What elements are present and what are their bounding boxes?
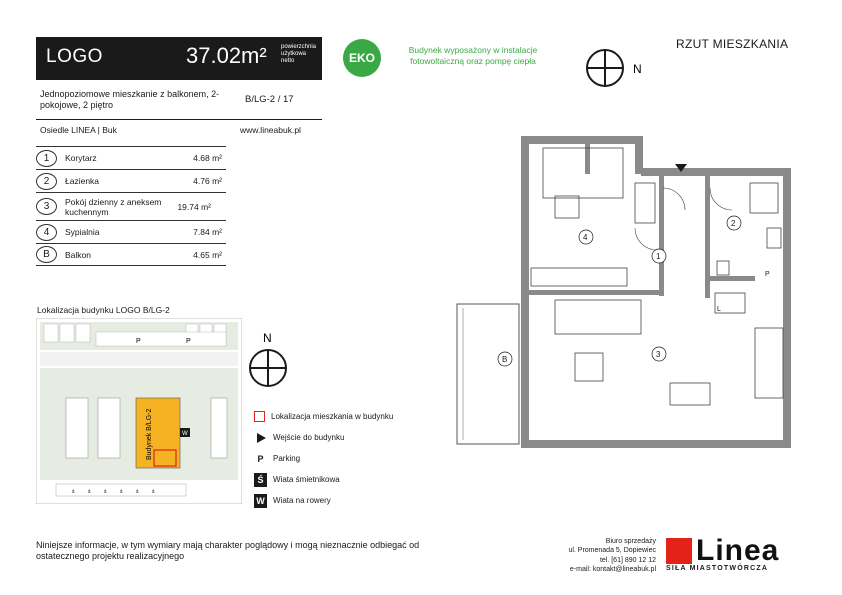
divider (36, 119, 322, 120)
brand-slogan: SIŁA MIASTOTWÓRCZA (666, 565, 769, 572)
legend-text: Lokalizacja mieszkania w budynku (271, 412, 394, 421)
bike-mark: W (182, 431, 188, 437)
apartment-area: 37.02m² (186, 43, 267, 68)
room-name: Łazienka (65, 176, 100, 186)
room-label-3: 3 (656, 350, 661, 359)
room-label-4: 4 (583, 233, 588, 242)
table-row (36, 169, 226, 192)
bin-shelter-icon: Ś (254, 473, 267, 487)
website-link[interactable]: www.lineabuk.pl (240, 125, 301, 135)
table-row (36, 192, 226, 220)
north-label: N (263, 332, 272, 345)
unit-code: B/LG-2 / 17 (245, 94, 294, 105)
svg-text:ś: ś (104, 489, 107, 495)
room-name: Sypialnia (65, 227, 100, 237)
north-label: N (633, 62, 642, 76)
rooms-table (36, 146, 226, 266)
apartment-marker-icon (254, 411, 265, 422)
brand-square-icon (666, 538, 692, 564)
room-label-balcony: B (502, 355, 508, 364)
area-note: powierzchnia użytkowa netto (281, 44, 317, 64)
table-row (36, 220, 226, 243)
office-address: ul. Promenada 5, Dopiewiec (568, 547, 656, 555)
parking-mark: P (136, 338, 141, 345)
legend-text: Wiata na rowery (273, 496, 331, 505)
location-title: Lokalizacja budynku LOGO B/LG-2 (37, 305, 170, 315)
room-area: 4.76 m² (193, 176, 222, 186)
room-name: Balkon (65, 249, 91, 260)
laundry-label: L (717, 306, 721, 313)
estate-name: Osiedle LINEA | Buk (40, 125, 117, 135)
room-number: 3 (36, 198, 57, 215)
legend-item (254, 427, 393, 448)
disclaimer: Niniejsze informacje, w tym wymiary mają charakter poglądowy i mogą nieznacznie odbiegać od ostatecznego projektu realizacyjnego (36, 540, 420, 561)
room-name: Pokój dzienny z aneksem kuchennym (65, 196, 162, 217)
svg-text:ś: ś (136, 489, 139, 495)
plan-p-label: P (765, 271, 770, 278)
room-label-1: 1 (656, 252, 661, 261)
map-legend (254, 406, 393, 511)
brand-name: Linea (696, 534, 780, 567)
sales-office (540, 537, 656, 574)
legend-item (254, 469, 393, 490)
office-title: Biuro sprzedaży (605, 538, 656, 545)
eko-description: Budynek wyposażony w instalacje fotowoltaiczną oraz pompę ciepła (408, 45, 538, 66)
office-phone[interactable]: tel. [61] 890 12 12 (599, 556, 656, 564)
eko-badge: EKO (343, 39, 381, 77)
svg-text:ś: ś (88, 489, 91, 495)
site-north-icon (248, 332, 298, 388)
office-email[interactable]: e-mail: kontakt@lineabuk.pl (569, 565, 656, 573)
room-label-2: 2 (731, 219, 736, 228)
room-number: 4 (36, 224, 57, 241)
parking-icon: P (257, 453, 264, 464)
brand-logo (666, 534, 780, 572)
room-area: 4.65 m² (193, 249, 222, 260)
header-block (36, 37, 322, 80)
legend-text: Parking (273, 454, 301, 463)
plan-title: RZUT MIESZKANIA (676, 37, 789, 51)
north-compass-icon (585, 48, 647, 88)
legend-text: Wejście do budynku (273, 433, 345, 442)
building-label: Budynek B/LG-2 (146, 408, 153, 460)
room-name: Korytarz (65, 153, 97, 163)
legend-item (254, 490, 393, 511)
table-row (36, 146, 226, 169)
legend-item (254, 406, 393, 427)
room-area: 7.84 m² (193, 227, 222, 237)
room-number: 2 (36, 173, 57, 190)
room-number: B (36, 246, 57, 263)
floor-plan (455, 128, 807, 454)
svg-text:ś: ś (152, 489, 155, 495)
svg-text:ś: ś (72, 489, 75, 495)
bike-shelter-icon: W (254, 494, 267, 508)
entrance-icon (254, 431, 267, 445)
table-row (36, 243, 226, 266)
svg-text:ś: ś (120, 489, 123, 495)
room-number: 1 (36, 150, 57, 167)
legend-item (254, 448, 393, 469)
site-map (36, 318, 242, 504)
room-area: 19.74 m² (177, 201, 211, 212)
room-area: 4.68 m² (193, 153, 222, 163)
parking-mark: P (186, 338, 191, 345)
legend-text: Wiata śmietnikowa (273, 475, 340, 484)
apartment-description: Jednopoziomowe mieszkanie z balkonem, 2-pokojowe, 2 piętro (40, 89, 220, 110)
logo: LOGO (46, 46, 103, 67)
